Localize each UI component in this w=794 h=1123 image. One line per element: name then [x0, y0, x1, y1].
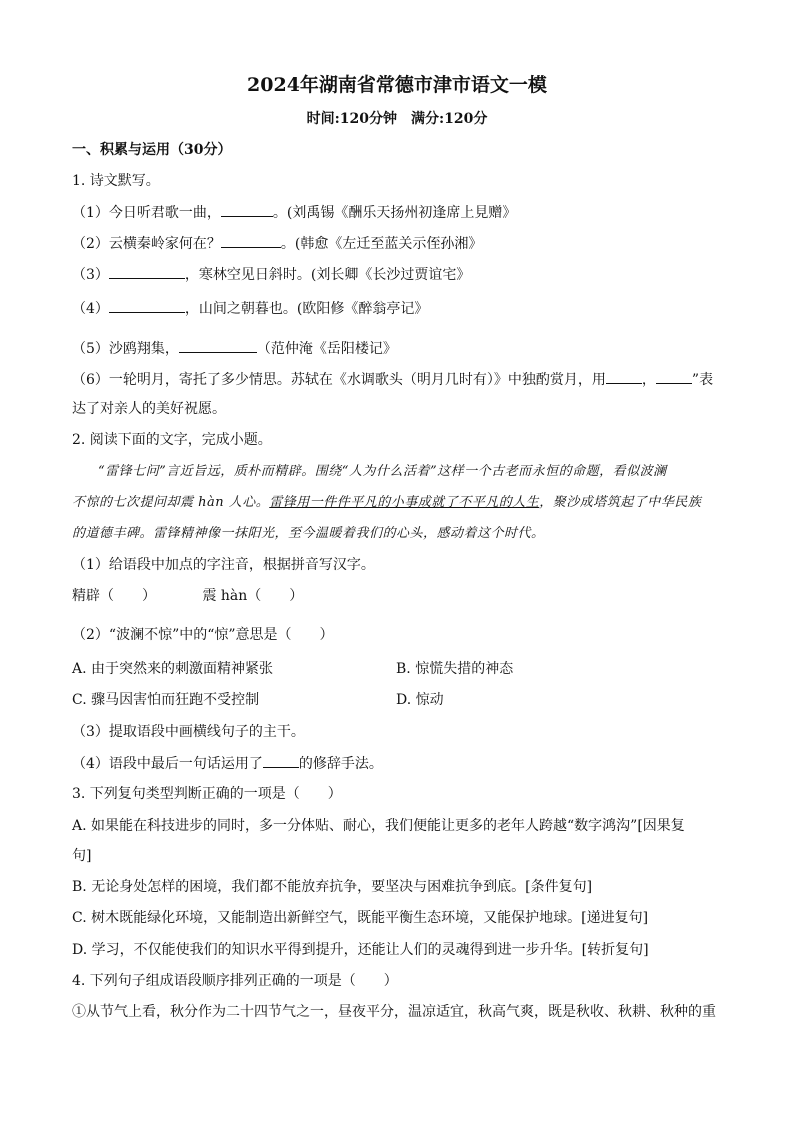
- q1-item-3: （3） ，寒林空见日斜时。(刘长卿《长沙过贾谊宅》: [72, 264, 722, 285]
- q2-sub3: （3）提取语段中画横线句子的主干。: [72, 724, 305, 740]
- passage-line-3: 的道德丰碑。雷锋精神像一抹阳光，至今温暖着我们的心头，感动着这个时代。: [72, 526, 545, 541]
- answer-blank[interactable]: [656, 369, 692, 384]
- q1-item-6-cont: 达了对亲人的美好祝愿。: [72, 401, 226, 417]
- option-b[interactable]: B. 惊慌失措的神态: [396, 661, 514, 677]
- q4-sentence-1: ①从节气上看，秋分作为二十四节气之一，昼夜平分，温凉适宜，秋高气爽，既是秋收、秋耕、秋种的重: [72, 1004, 716, 1020]
- passage-line-2: 不惊的七次提问却震 hàn 人心。雷锋用一件件平凡的小事成就了不平凡的人生，聚沙成塔筑起了中华民族: [72, 495, 702, 510]
- answer-blank[interactable]: [606, 369, 642, 384]
- answer-blank[interactable]: [109, 264, 185, 279]
- q3-option-c[interactable]: C. 树木既能绿化环境，又能制造出新鲜空气，既能平衡生态环境，又能保护地球。[递进复句]: [72, 910, 649, 926]
- underlined-sentence: 雷锋用一件件平凡的小事成就了不平凡的人生: [269, 495, 540, 510]
- q1-item-4: （4） ，山间之朝暮也。(欧阳修《醉翁亭记》: [72, 298, 722, 319]
- q3-stem: 3. 下列复句类型判断正确的一项是（ ）: [72, 786, 342, 802]
- answer-blank[interactable]: [179, 338, 257, 353]
- q3-option-a[interactable]: A. 如果能在科技进步的同时，多一分体贴、耐心，我们便能让更多的老年人跨越“数字鸿沟”[因果复: [72, 818, 685, 834]
- answer-blank[interactable]: [221, 202, 273, 217]
- q2-sub1: （1）给语段中加点的字注音，根据拼音写汉字。: [72, 557, 375, 573]
- pinyin-answer-2[interactable]: 震 hàn（ ）: [202, 588, 304, 604]
- passage-line-1: “雷锋七问”言近旨远，质朴而精辟。围绕“人为什么活着”这样一个古老而永恒的命题，看似波澜: [98, 464, 667, 479]
- q2-options-row-2: [72, 690, 722, 710]
- q4-stem: 4. 下列句子组成语段顺序排列正确的一项是（ ）: [72, 973, 398, 989]
- q2-sub4: （4）语段中最后一句话运用了 的修辞手法。: [72, 753, 722, 774]
- answer-blank[interactable]: [109, 298, 185, 313]
- page-title: 2024年湖南省常德市津市语文一模: [247, 74, 547, 96]
- q1-item-1: （1）今日听君歌一曲， 。(刘禹锡《酬乐天扬州初逢席上見赠》: [72, 202, 722, 223]
- q3-option-a-cont: 句]: [72, 848, 92, 864]
- q1-item-5: （5）沙鸥翔集， （范仲淹《岳阳楼记》: [72, 338, 722, 359]
- q2-stem: 2. 阅读下面的文字，完成小题。: [72, 432, 272, 448]
- section-heading: 一、积累与运用（30分）: [72, 142, 232, 158]
- q1-item-2: （2）云横秦岭家何在？ 。(韩愈《左迁至蓝关示侄孙湘》: [72, 233, 722, 254]
- q2-options-row-1: [72, 659, 722, 679]
- option-d[interactable]: D. 惊动: [396, 692, 444, 708]
- q2-sub2: （2）“波澜不惊”中的“惊”意思是（ ）: [72, 627, 334, 643]
- answer-blank[interactable]: [221, 233, 281, 248]
- option-a[interactable]: A. 由于突然来的刺激面精神紧张: [72, 661, 274, 677]
- q1-item-6: （6）一轮明月，寄托了多少情思。苏轼在《水调歌头（明月几时有）》中独酌赏月，用 ， ”表: [72, 369, 722, 390]
- pinyin-answer-1[interactable]: 精辟（ ）: [72, 588, 156, 604]
- q2-sub1-answers: [72, 586, 722, 606]
- answer-blank[interactable]: [263, 753, 299, 768]
- q3-option-d[interactable]: D. 学习，不仅能使我们的知识水平得到提升，还能让人们的灵魂得到进一步升华。[转折复句]: [72, 942, 649, 958]
- option-c[interactable]: C. 骤马因害怕而狂跑不受控制: [72, 692, 260, 708]
- q3-option-b[interactable]: B. 无论身处怎样的困境，我们都不能放弃抗争，要坚决与困难抗争到底。[条件复句]: [72, 879, 593, 895]
- exam-meta: 时间:120分钟 满分:120分: [306, 111, 488, 127]
- q1-stem: 1. 诗文默写。: [72, 173, 160, 189]
